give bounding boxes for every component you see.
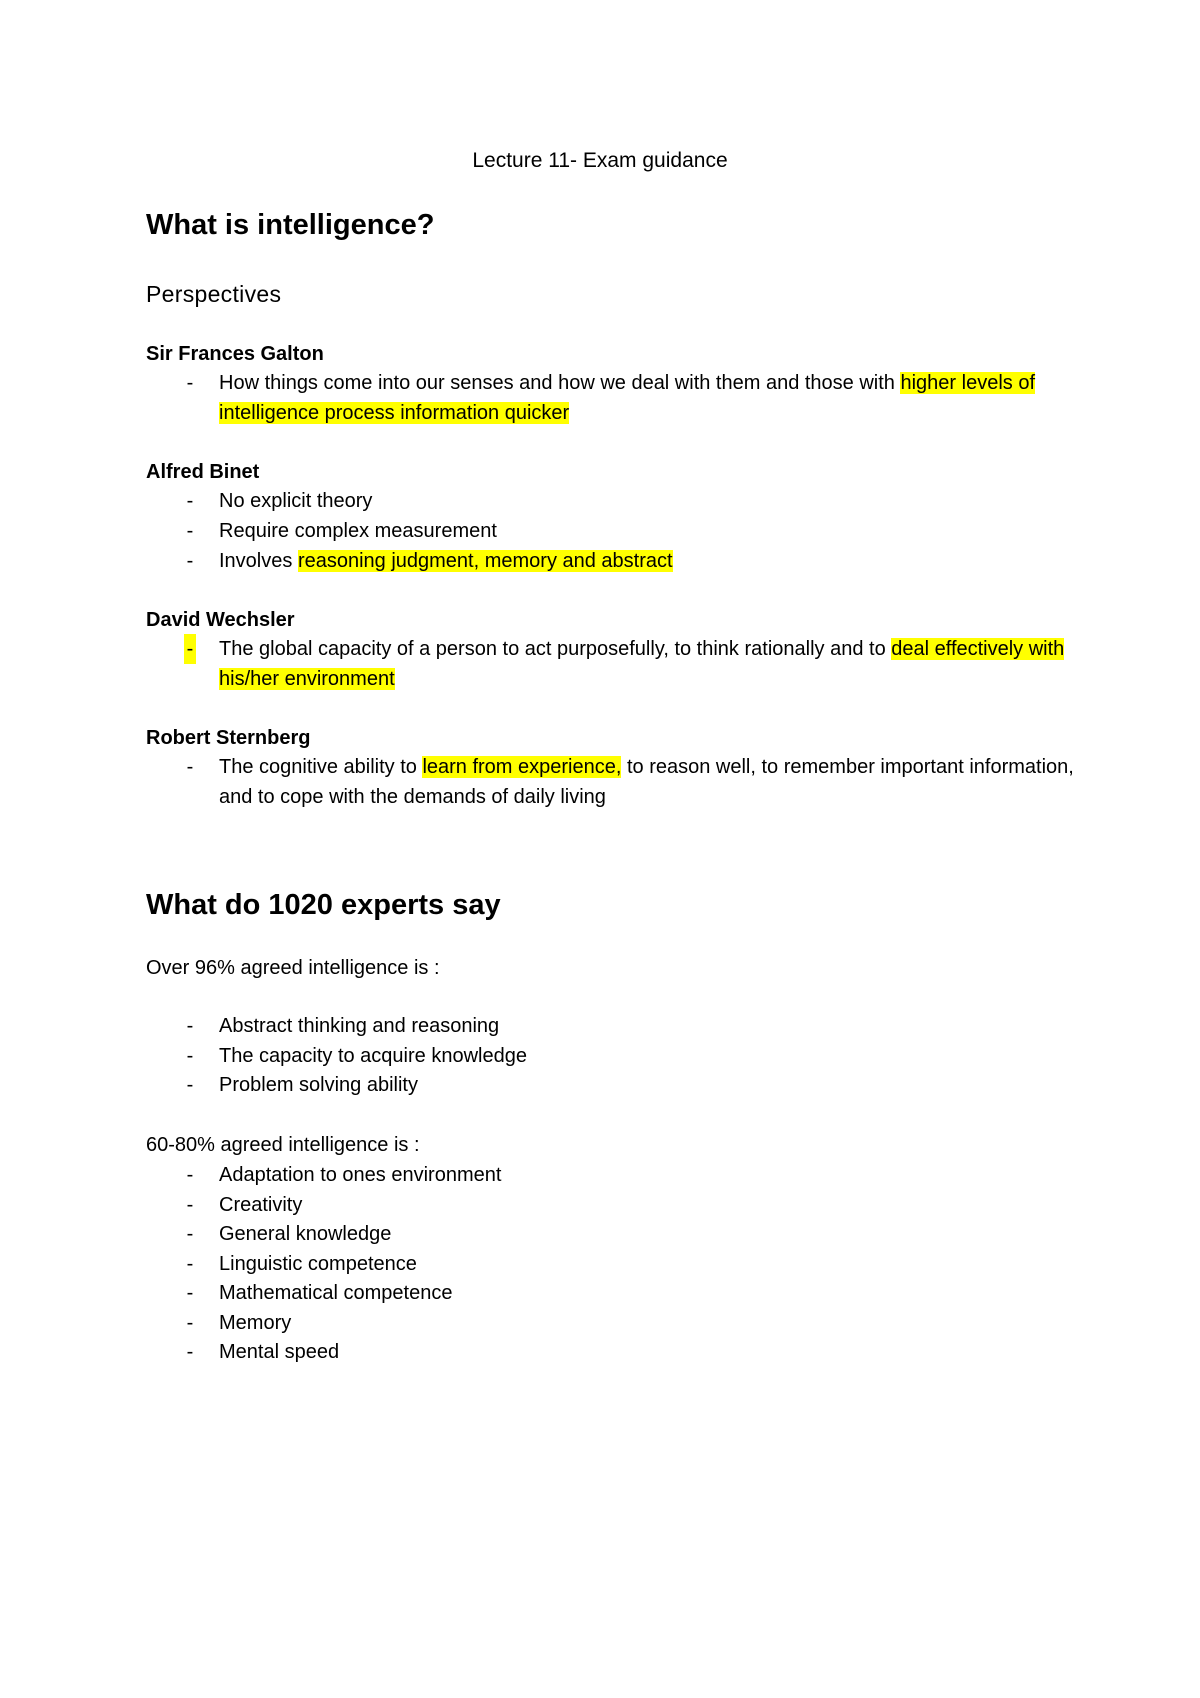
list-item-text: General knowledge — [219, 1223, 392, 1245]
dash-bullet: - — [186, 1252, 194, 1275]
wechsler-bullets — [146, 634, 1076, 694]
perspective-name-wechsler: David Wechsler — [146, 609, 295, 631]
list-item — [146, 1012, 1076, 1042]
list-item — [146, 1071, 1076, 1101]
list-item-text: Creativity — [219, 1193, 303, 1216]
group1-list — [146, 1012, 1076, 1101]
dash-bullet: - — [186, 1311, 194, 1334]
list-item — [146, 634, 1076, 694]
text-segment: Involves — [219, 550, 298, 572]
list-item — [146, 1191, 1076, 1221]
list-item — [146, 1042, 1076, 1072]
list-item — [146, 486, 1076, 516]
dash-bullet: - — [186, 520, 194, 542]
bullet-text: Require complex measurement — [219, 520, 497, 542]
dash-bullet: - — [186, 372, 194, 394]
text-segment: The global capacity of a person to act purposefully, to think rationally and to — [219, 638, 892, 660]
highlighted-text: learn from experience, — [422, 756, 622, 778]
list-item — [146, 752, 1076, 812]
section-heading-intelligence: What is intelligence? — [146, 209, 435, 241]
dash-bullet: - — [186, 490, 194, 512]
sternberg-bullets — [146, 752, 1076, 812]
dash-bullet: - — [184, 634, 196, 664]
list-item — [146, 1161, 1076, 1191]
list-item-text: Mental speed — [219, 1341, 340, 1363]
highlighted-text: reasoning judgment, memory and abstract — [297, 550, 673, 572]
highlighted-text: deal effectively with his/her environment — [219, 638, 1065, 690]
list-item-text: Adaptation to ones environment — [219, 1164, 502, 1186]
bullet-text: No explicit theory — [219, 490, 373, 512]
group1-intro: Over 96% agreed intelligence is : — [146, 957, 440, 979]
perspectives-subheading: Perspectives — [146, 281, 282, 307]
perspective-name-sternberg: Robert Sternberg — [146, 727, 311, 749]
perspective-name-galton: Sir Frances Galton — [146, 343, 324, 365]
dash-bullet: - — [186, 1015, 194, 1037]
list-item — [146, 546, 1076, 576]
dash-bullet: - — [186, 1223, 194, 1245]
list-item — [146, 1309, 1076, 1339]
dash-bullet: - — [186, 756, 194, 778]
list-item — [146, 1220, 1076, 1250]
dash-bullet: - — [186, 1044, 194, 1067]
perspective-name-binet: Alfred Binet — [146, 461, 260, 483]
document-title: Lecture 11- Exam guidance — [472, 149, 728, 172]
galton-bullets — [146, 368, 1076, 428]
dash-bullet: - — [186, 1282, 194, 1304]
dash-bullet: - — [186, 1193, 194, 1216]
list-item-text: Linguistic competence — [219, 1252, 417, 1275]
bullet-text — [219, 638, 1064, 690]
list-item-text: Problem solving ability — [219, 1074, 418, 1096]
list-item-text: The capacity to acquire knowledge — [219, 1044, 527, 1067]
list-item — [146, 368, 1076, 428]
list-item — [146, 1279, 1076, 1309]
text-segment: to reason well, to remember important information, and to cope with the demands of daily living — [219, 756, 1074, 808]
group2-intro: 60-80% agreed intelligence is : — [146, 1134, 420, 1156]
list-item — [146, 516, 1076, 546]
list-item-text: Abstract thinking and reasoning — [219, 1015, 500, 1037]
list-item — [146, 1250, 1076, 1280]
list-item-text: Mathematical competence — [219, 1282, 453, 1304]
list-item-text: Memory — [219, 1311, 292, 1334]
binet-bullets — [146, 486, 1076, 576]
bullet-text — [219, 756, 1074, 808]
section-heading-experts: What do 1020 experts say — [146, 889, 501, 921]
dash-bullet: - — [186, 1341, 194, 1363]
bullet-text — [219, 550, 673, 572]
highlighted-text: higher levels of intelligence process information quicker — [219, 372, 1036, 424]
bullet-text — [219, 372, 1035, 424]
dash-bullet: - — [186, 550, 194, 572]
list-item — [146, 1338, 1076, 1368]
group2-list — [146, 1161, 1076, 1368]
dash-bullet: - — [186, 1074, 194, 1096]
dash-bullet: - — [186, 1164, 194, 1186]
text-segment: The cognitive ability to — [219, 756, 423, 778]
text-segment: How things come into our senses and how we deal with them and those with — [219, 372, 901, 394]
